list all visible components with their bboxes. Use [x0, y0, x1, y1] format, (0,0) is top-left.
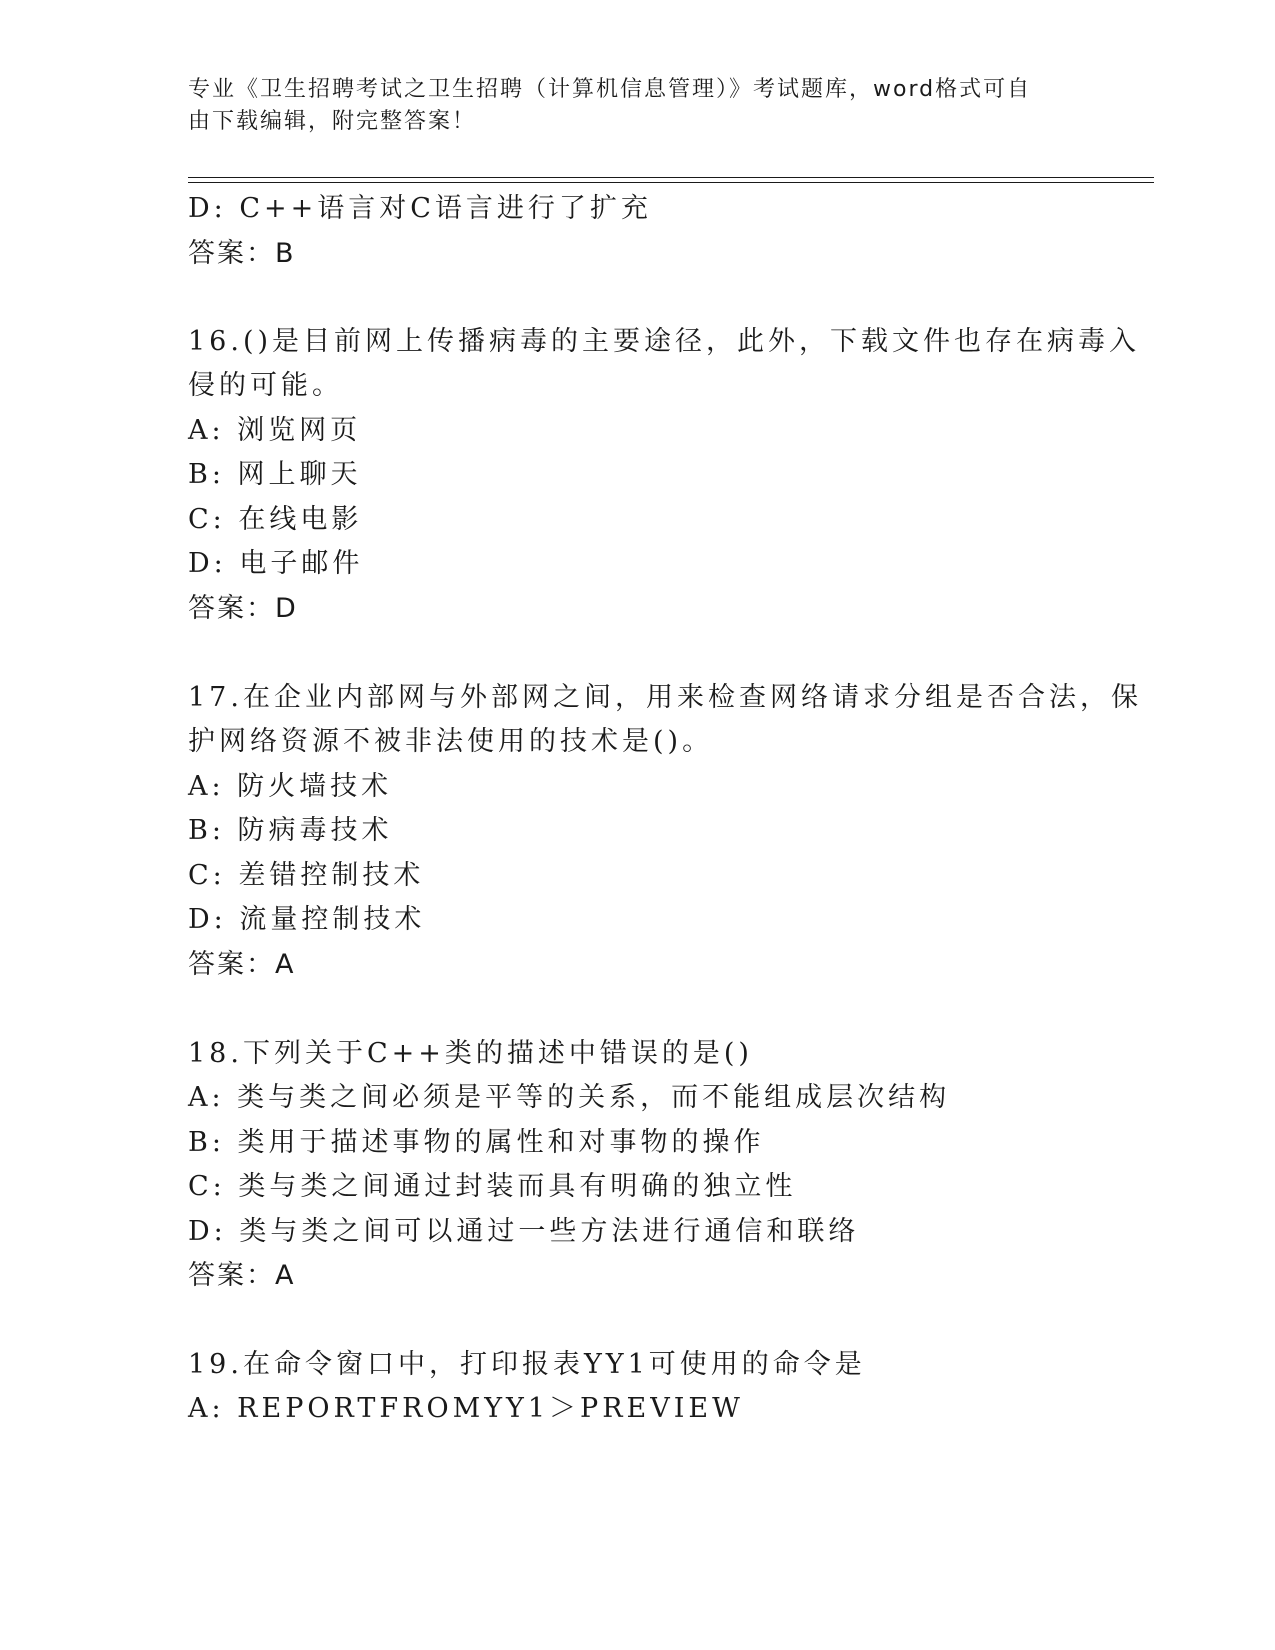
q18-stem-line-1: 18.下列关于C++类的描述中错误的是()	[188, 1038, 753, 1069]
q17-stem-line-1: 17.在企业内部网与外部网之间，用来检查网络请求分组是否合法，保	[188, 682, 1142, 713]
q17-option-c: C: 差错控制技术	[188, 860, 425, 891]
q16-option-c: C: 在线电影	[188, 504, 363, 535]
q16-option-d: D: 电子邮件	[188, 548, 364, 579]
q19-option-a: A: REPORTFROMYY1＞PREVIEW	[188, 1393, 744, 1424]
q19-stem-line-1: 19.在命令窗口中，打印报表YY1可使用的命令是	[188, 1349, 866, 1380]
q16-stem-line-1: 16.()是目前网上传播病毒的主要途径，此外，下载文件也存在病毒入	[188, 326, 1141, 357]
header-line-1: 专业《卫生招聘考试之卫生招聘（计算机信息管理）》考试题库，word格式可自	[188, 77, 1032, 102]
q16-stem-line-2: 侵的可能。	[188, 370, 343, 401]
q16-option-b: B: 网上聊天	[188, 459, 362, 490]
q18-option-c: C: 类与类之间通过封装而具有明确的独立性	[188, 1171, 797, 1202]
prev-answer: 答案：B	[188, 238, 296, 269]
q17-option-b: B: 防病毒技术	[188, 815, 393, 846]
q17-option-d: D: 流量控制技术	[188, 904, 426, 935]
q18-option-b: B: 类用于描述事物的属性和对事物的操作	[188, 1127, 765, 1158]
q18-option-d: D: 类与类之间可以通过一些方法进行通信和联络	[188, 1216, 860, 1247]
q16-option-a: A: 浏览网页	[188, 415, 362, 446]
q17-stem-line-2: 护网络资源不被非法使用的技术是()。	[188, 726, 714, 757]
q16-answer: 答案：D	[188, 593, 298, 624]
document-header	[188, 74, 1068, 138]
q18-option-a: A: 类与类之间必须是平等的关系，而不能组成层次结构	[188, 1082, 951, 1113]
q17-answer: 答案：A	[188, 949, 296, 980]
header-divider-bottom	[188, 182, 1154, 183]
q17-option-a: A: 防火墙技术	[188, 771, 393, 802]
header-divider-top	[188, 177, 1154, 178]
prev-option-d: D: C++语言对C语言进行了扩充	[188, 193, 652, 224]
header-line-2: 由下载编辑，附完整答案！	[188, 109, 477, 134]
q18-answer: 答案：A	[188, 1260, 296, 1291]
